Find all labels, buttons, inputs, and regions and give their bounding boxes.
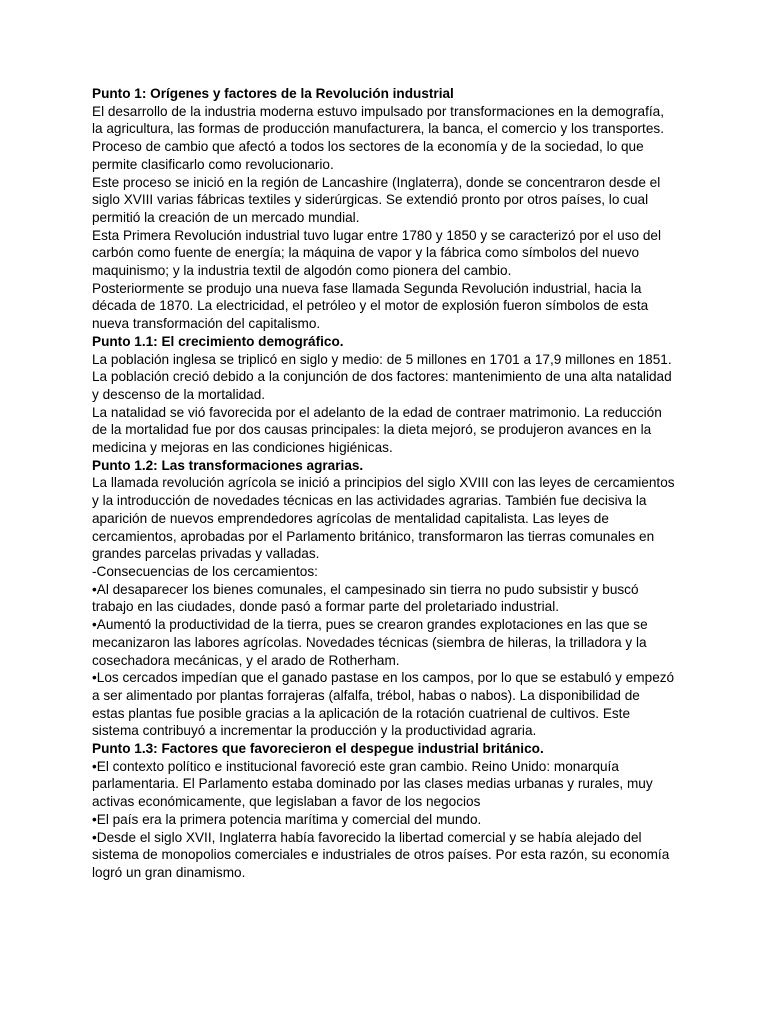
paragraph-consecuencias-title: -Consecuencias de los cercamientos: [92, 563, 318, 579]
paragraph-lancashire: Este proceso se inició en la región de Lancashire (Inglaterra), donde se concentraron desde el siglo XVIII varias fábricas textiles y siderúrgicas. Se extendió pronto por otros países, lo cual permitió la creación de un mercado mundial. [92, 174, 661, 225]
heading-punto-1-3: Punto 1.3: Factores que favorecieron el despegue industrial británico. [92, 741, 544, 757]
paragraph-segunda-revolucion: Posteriormente se produjo una nueva fase llamada Segunda Revolución industrial, hacia la década de 1870. La electricidad, el petróleo y el motor de explosión fueron símbolos de esta nueva transformación del capitalismo. [92, 280, 649, 332]
paragraph-natalidad: La natalidad se vió favorecida por el adelanto de la edad de contraer matrimonio. La reducción de la mortalidad fue por dos causas principales: la dieta mejoró, se produjeron avances en la medicina y mejoras en las condiciones higiénicas. [92, 404, 662, 456]
list-item-productividad: •Aumentó la productividad de la tierra, pues se crearon grandes explotaciones en las que se mecanizaron las labores agrícolas. Novedades técnicas (siembra de hileras, la trilladora y la cosechadora mecánicas, y el arado de Rotherham. [92, 617, 648, 668]
heading-punto-1-2: Punto 1.2: Las transformaciones agrarias. [92, 457, 364, 473]
heading-punto-1: Punto 1: Orígenes y factores de la Revolución industrial [92, 86, 454, 101]
list-item-potencia-maritima: •El país era la primera potencia marítima y comercial del mundo. [92, 811, 482, 827]
heading-punto-1-1: Punto 1.1: El crecimiento demográfico. [92, 333, 344, 349]
document-page [92, 85, 676, 882]
paragraph-primera-revolucion: Esta Primera Revolución industrial tuvo lugar entre 1780 y 1850 y se caracterizó por el uso del carbón como fuente de energía; la máquina de vapor y la fábrica como símbolos del nuevo maquinismo; y la industria textil de algodón como pionera del cambio. [92, 227, 661, 279]
paragraph-revolucion-agricola: La llamada revolución agrícola se inició a principios del siglo XVIII con las leyes de cercamientos y la introducción de novedades técnicas en las actividades agrarias. También fue decisiva la aparición de nuevos emprendedores agrícolas de mentalidad capitalista. Las leyes de cercamientos, aprobadas por el Parlamento británico, transformaron las tierras comunales en grandes parcelas privadas y valladas. [92, 475, 675, 562]
list-item-libertad-comercial: •Desde el siglo XVII, Inglaterra había favorecido la libertad comercial y se había alejado del sistema de monopolios comerciales e industriales de otros países. Por esta razón, su economía logró un gran dinamismo. [92, 829, 670, 880]
paragraph-intro: El desarrollo de la industria moderna estuvo impulsado por transformaciones en la demografía, la agricultura, las formas de producción manufacturera, la banca, el comercio y los transportes. Proceso de cambio que afectó a todos los sectores de la economía y de la sociedad, lo que permite clasificarlo como revolucionario. [92, 103, 664, 172]
paragraph-poblacion: La población inglesa se triplicó en siglo y medio: de 5 millones en 1701 a 17,9 millones en 1851. La población creció debido a la conjunción de dos factores: mantenimiento de una alta natalidad y descenso de la mortalidad. [92, 351, 672, 402]
list-item-cercados: •Los cercados impedían que el ganado pastase en los campos, por lo que se estabuló y empezó a ser alimentado por plantas forrajeras (alfalfa, trébol, habas o nabos). La disponibilidad de estas plantas fue posible gracias a la aplicación de la rotación cuatrienal de cultivos. Este sistema contribuyó a incrementar la producción y la productividad agraria. [92, 670, 675, 739]
list-item-contexto-politico: •El contexto político e institucional favoreció este gran cambio. Reino Unido: monarquía parlamentaria. El Parlamento estaba dominado por las clases medias urbanas y rurales, muy activas económicamente, que legislaban a favor de los negocios [92, 758, 653, 810]
list-item-bienes-comunales: •Al desaparecer los bienes comunales, el campesinado sin tierra no pudo subsistir y buscó trabajo en las ciudades, donde pasó a formar parte del proletariado industrial. [92, 581, 639, 615]
